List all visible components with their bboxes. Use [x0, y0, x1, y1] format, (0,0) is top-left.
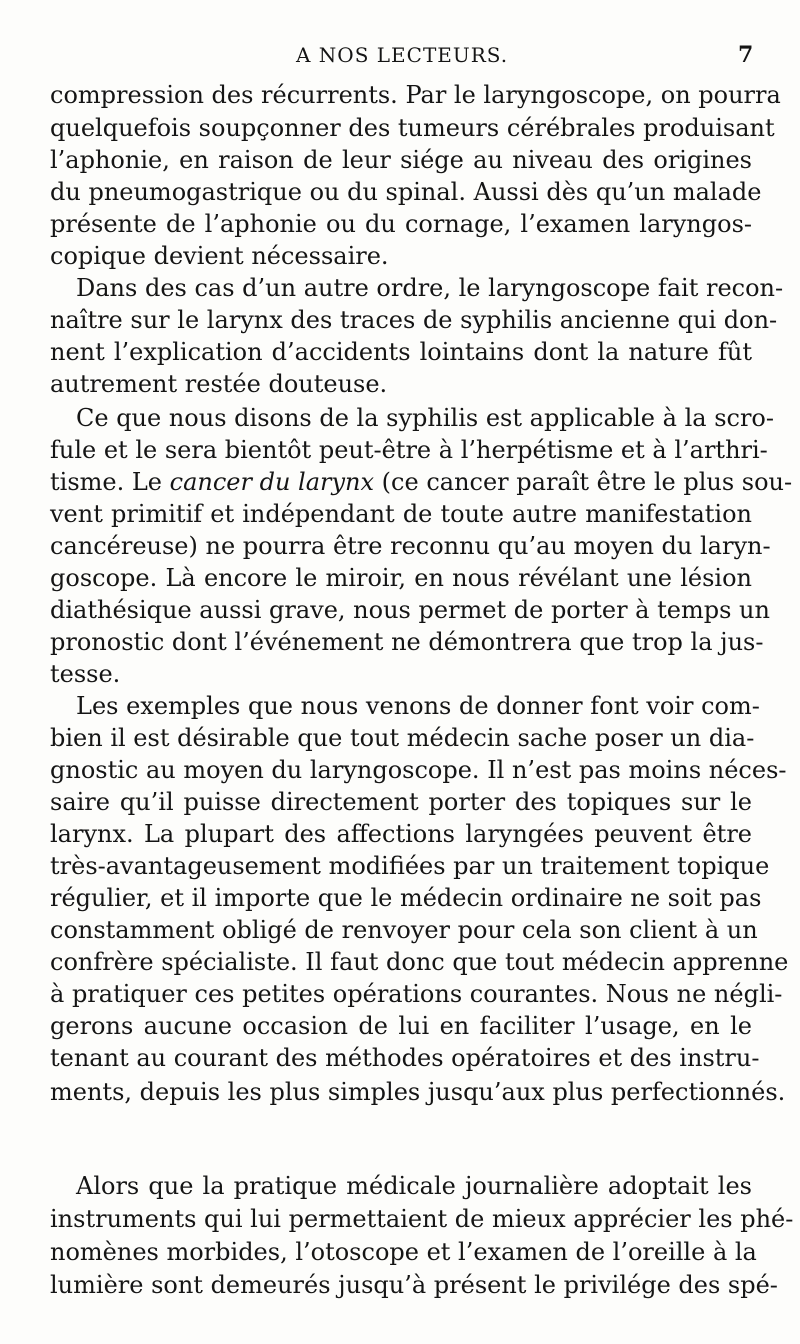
- text-line: [50, 466, 793, 498]
- text-line: Dans des cas d’un autre ordre, le laryngoscope fait recon-: [76, 274, 784, 302]
- text-line: constamment obligé de renvoyer pour cela son client à un: [50, 916, 758, 944]
- text-line: pronostic dont l’événement ne démontrera que trop la jus-: [50, 628, 764, 656]
- text-line: très-avantageusement modifiées par un traitement topique: [50, 852, 770, 880]
- text-line: bien il est désirable que tout médecin sache poser un dia-: [50, 724, 755, 752]
- running-title: A NOS LECTEURS.: [296, 43, 509, 67]
- text-line: présente de l’aphonie ou du cornage, l’examen laryngos-: [50, 210, 752, 238]
- text-line: copique devient nécessaire.: [50, 242, 389, 270]
- text-line: lumière sont demeurés jusqu’à présent le privilége des spé-: [50, 1271, 778, 1299]
- text-line: vent primitif et indépendant de toute autre manifestation: [50, 500, 752, 528]
- text-line: naître sur le larynx des traces de syphilis ancienne qui don-: [50, 306, 778, 334]
- text-run: tisme. Le: [50, 468, 170, 496]
- text-line: gerons aucune occasion de lui en faciliter l’usage, en le: [50, 1012, 752, 1040]
- text-line: ments, depuis les plus simples jusqu’aux plus perfectionnés.: [50, 1078, 786, 1106]
- text-line: quelquefois soupçonner des tumeurs cérébrales produisant: [50, 114, 775, 142]
- text-line: l’aphonie, en raison de leur siége au niveau des origines: [50, 146, 752, 174]
- text-line: gnostic au moyen du laryngoscope. Il n’est pas moins néces-: [50, 756, 787, 784]
- running-head: [0, 40, 800, 70]
- text-line: Alors que la pratique médicale journalière adoptait les: [76, 1172, 752, 1200]
- text-line: goscope. Là encore le miroir, en nous révélant une lésion: [50, 564, 752, 592]
- text-line: nomènes morbides, l’otoscope et l’examen de l’oreille à la: [50, 1238, 757, 1266]
- text-line: larynx. La plupart des affections laryngées peuvent être: [50, 820, 752, 848]
- page-number: 7: [738, 42, 754, 68]
- text-run: (ce cancer paraît être le plus sou-: [374, 468, 793, 496]
- text-line: compression des récurrents. Par le laryngoscope, on pourra: [50, 81, 781, 109]
- text-line: cancéreuse) ne pourra être reconnu qu’au moyen du laryn-: [50, 532, 771, 560]
- text-line: Les exemples que nous venons de donner font voir com-: [76, 692, 760, 720]
- text-line: du pneumogastrique ou du spinal. Aussi dès qu’un malade: [50, 178, 762, 206]
- text-line: Ce que nous disons de la syphilis est applicable à la scro-: [76, 404, 774, 432]
- text-line: diathésique aussi grave, nous permet de porter à temps un: [50, 596, 770, 624]
- text-line: confrère spécialiste. Il faut donc que tout médecin apprenne: [50, 948, 789, 976]
- text-line: instruments qui lui permettaient de mieux apprécier les phé-: [50, 1205, 794, 1233]
- italic-term: cancer du larynx: [169, 468, 375, 496]
- text-line: autrement restée douteuse.: [50, 370, 388, 398]
- text-line: tesse.: [50, 660, 121, 688]
- text-line: à pratiquer ces petites opérations courantes. Nous ne négli-: [50, 980, 783, 1008]
- text-line: saire qu’il puisse directement porter des topiques sur le: [50, 788, 752, 816]
- text-line: fule et le sera bientôt peut-être à l’herpétisme et à l’arthri-: [50, 436, 768, 464]
- text-line: nent l’explication d’accidents lointains dont la nature fût: [50, 338, 752, 366]
- text-line: tenant au courant des méthodes opératoires et des instru-: [50, 1044, 760, 1072]
- text-line: régulier, et il importe que le médecin ordinaire ne soit pas: [50, 884, 762, 912]
